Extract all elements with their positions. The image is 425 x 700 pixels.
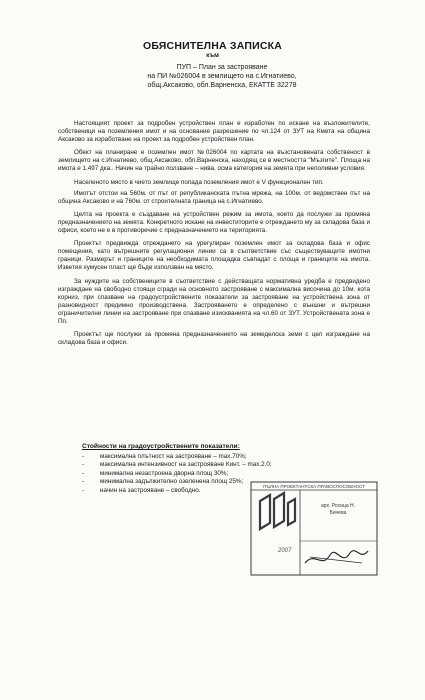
designer-stamp (250, 481, 378, 576)
bullet-dash: - (82, 486, 85, 494)
document-body (58, 120, 370, 352)
param-text: максимална плътност на застрояване – max.70%; (100, 453, 247, 460)
param-text: минимална задължително озеленена площ 25%; (100, 478, 244, 486)
paragraph: Обект на планиране е поземлен имот №026004 по картата на възстановената собственост в землището на с.Игнатиево, общ.Аксаково, обл.Варненска, находящ се в местността "Мъзгите". Площа на имота е 1.497 дка.. Начин на трайно ползване – нива, осма категория на земята при неполивни условия. (58, 149, 370, 173)
paragraph: Населеното място в чието землище попада поземления имот е V функционален тип. (74, 178, 324, 186)
list-item (82, 453, 322, 461)
stamp-graphic (250, 481, 378, 576)
paragraph: За нуждите на собствениците в съответствие с действащата нормативна уредба е предвидено изграждане на свободно стоящи сгради на основното застрояване с максимална височина до 10м. кота корниз, при спазване на градоустройствените показатели за застрояване на устройствена зона от разновидност предимно производствена. Застрояването е определено с външни и вътрешни ограничителни линии на застрояване при спазване изискванията на чл.60 от ЗУТ. Устройствената зона е Пп. (58, 277, 370, 325)
param-text: минимална незастроена дворна площ 30%; (100, 469, 229, 477)
stamp-date: 2007 (278, 548, 292, 554)
bullet-dash: - (82, 461, 85, 469)
paragraph: Проектът ще послужи за промяна предназначението на земеделска земя с цел изграждане на складова база и офиси. (58, 331, 370, 347)
document-title: ОБЯСНИТЕЛНА ЗАПИСКА (142, 40, 283, 52)
paragraph: Настоящият проект за подробен устройствен план е изработен по искане на възложителите, собственици на поземления имот и на основание разрешение по чл.124 от ЗУТ на Кмета на община Аксаково за изработване на проект за подробен устройствен план. (58, 120, 370, 144)
signature-icon (305, 551, 368, 563)
paragraph: Целта на проекта е създаване на устройствен режим за имота, което да послужи за промяна предназначението на земята. Конкретното искане на инвеститорите е отреждането му за складова база и офиси, което не е в противоречие с предназначението на територията. (58, 210, 370, 235)
header-line: ПУП – План за застрояване (176, 64, 268, 71)
param-text: максимална интензивност на застрояване Кинт. – max.2.0; (100, 461, 272, 469)
stamp-top-text: ПЪЛНА ПРОЕКТАНТСКА ПРАВОСПОСОБНОСТ (263, 484, 365, 489)
bullet-dash: - (82, 478, 85, 486)
list-item (82, 461, 322, 469)
document-subtitle: към (206, 52, 219, 59)
paragraph: Проектът предвижда отреждането на урегулиран поземлен имот за складова база и офис помещения, като вътрешните регулационни линии са в съответствие със съществуващите имотни граници. Размерът и границите на необходимата площадка съвпадат с площа и границите на имота. Изветия хумусен пласт ще бъде използван на място. (58, 240, 370, 272)
architect-logo-icon (260, 493, 295, 529)
header-line: на ПИ №026004 в землището на с.Игнатиево, (147, 73, 297, 80)
params-title: Стойности на градоустройствените показатели: (82, 443, 240, 450)
list-item (82, 470, 322, 478)
stamp-name-line2: Бичева (329, 510, 347, 516)
header-line: общ.Аксаково, обл.Варненска, ЕКАТТЕ 32278 (147, 82, 297, 89)
bullet-dash: - (82, 453, 85, 460)
bullet-dash: - (82, 469, 85, 477)
document-header-block (122, 63, 322, 90)
stamp-name-line1: арх. Росица Н. (320, 503, 356, 509)
paragraph: Имотът отстои на 560м. от път от републиканската пътна мрежа, на 100м. от ведомствен път на община Аксаково и на 760м. от строителната граница на с.Игнатиево. (58, 189, 370, 205)
param-text: начин на застрояване – свободно. (100, 486, 201, 494)
